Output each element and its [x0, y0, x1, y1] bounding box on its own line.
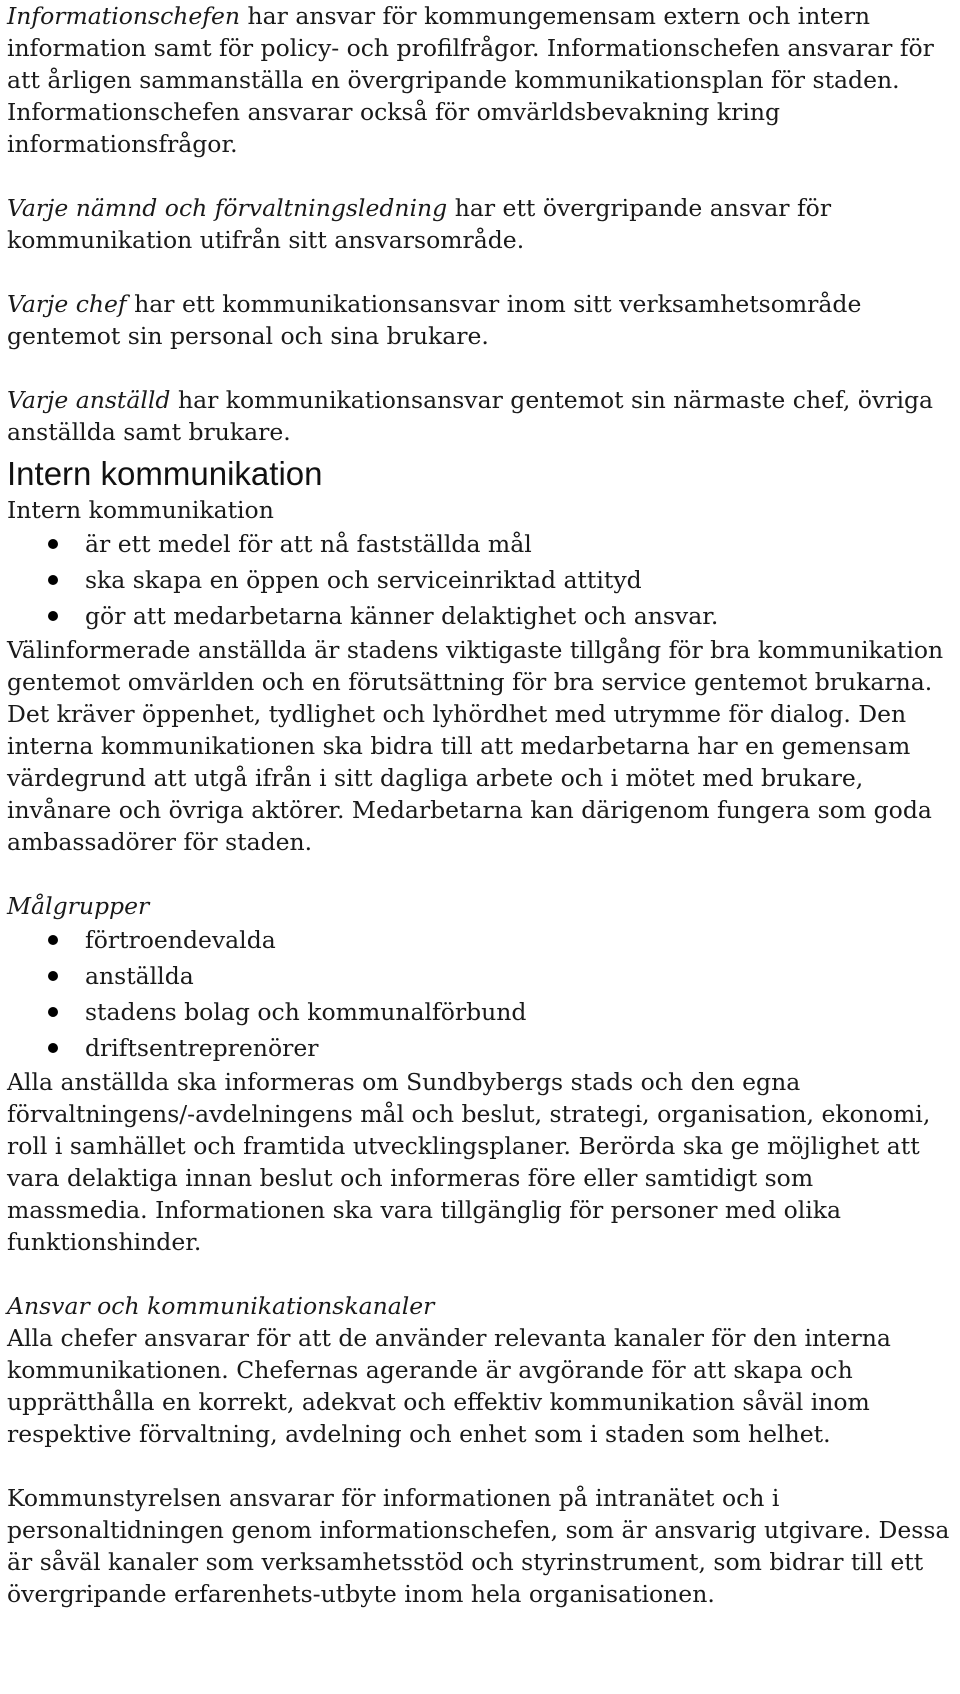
list-item: stadens bolag och kommunalförbund [7, 994, 952, 1030]
role-text: har ett kommunikationsansvar inom sitt verksamhetsområde gentemot sin personal och sina brukare. [7, 290, 862, 350]
list-item: är ett medel för att nå fastställda mål [7, 526, 952, 562]
role-label: Varje chef [7, 290, 127, 318]
bullet-icon [48, 935, 58, 945]
list-item: gör att medarbetarna känner delaktighet och ansvar. [7, 598, 952, 634]
channels-label: Ansvar och kommunikationskanaler [7, 1292, 435, 1320]
list-item: anställda [7, 958, 952, 994]
target-groups-label: Målgrupper [7, 892, 150, 920]
role-paragraph-chef [7, 288, 952, 352]
bullet-icon [48, 539, 58, 549]
bullet-icon [48, 1007, 58, 1017]
section-intro: Intern kommunikation [7, 496, 274, 524]
role-label: Varje anställd [7, 386, 171, 414]
role-paragraph-namnd [7, 192, 952, 256]
paragraph-managers: Alla chefer ansvarar för att de använder relevanta kanaler för den interna kommunikationen. Chefernas agerande är avgörande för att skapa och upprätthålla en korrekt, adekvat och effektiv kommunikation såväl inom respektive förvaltning, avdelning och enhet som i staden som helhet. [7, 1324, 891, 1448]
role-paragraph-informationschefen [7, 0, 952, 160]
paragraph-informed-staff: Välinformerade anställda är stadens viktigaste tillgång för bra kommunikation gentemot omvärlden och en förutsättning för bra service gentemot brukarna. Det kräver öppenhet, tydlighet och lyhördhet med utrymme för dialog. Den interna kommunikationen ska bidra till att medarbetarna har en gemensam värdegrund att utgå ifrån i sitt dagliga arbete och i mötet med brukare, invånare och övriga aktörer. Medarbetarna kan därigenom fungera som goda ambassadörer för staden. [7, 636, 944, 856]
intro-bullet-list [7, 526, 952, 634]
bullet-icon [48, 971, 58, 981]
bullet-icon [48, 611, 58, 621]
paragraph-all-staff: Alla anställda ska informeras om Sundbybergs stads och den egna förvaltningens/-avdelningens mål och beslut, strategi, organisation, ekonomi, roll i samhället och framtida utvecklingsplaner. Berörda ska ge möjlighet att vara delaktiga innan beslut och informeras före eller samtidigt som massmedia. Informationen ska vara tillgänglig för personer med olika funktionshinder. [7, 1068, 931, 1256]
list-item: förtroendevalda [7, 922, 952, 958]
role-paragraph-anstalld [7, 384, 952, 448]
section-heading: Intern kommunikation [7, 455, 323, 492]
bullet-icon [48, 1043, 58, 1053]
role-text: har ansvar för kommungemensam extern och intern information samt för policy- och profilfrågor. Informationschefen ansvarar för att årligen sammanställa en övergripande kommunikationsplan för staden. Informationschefen ansvarar också för omvärldsbevakning kring informationsfrågor. [7, 2, 934, 158]
paragraph-kommunstyrelsen: Kommunstyrelsen ansvarar för informationen på intranätet och i personaltidningen genom informationschefen, som är ansvarig utgivare. Dessa är såväl kanaler som verksamhetsstöd och styrinstrument, som bidrar till ett övergripande erfarenhets-utbyte inom hela organisationen. [7, 1484, 950, 1608]
target-bullet-list [7, 922, 952, 1066]
list-item: driftsentreprenörer [7, 1030, 952, 1066]
role-text: har kommunikationsansvar gentemot sin närmaste chef, övriga anställda samt brukare. [7, 386, 934, 446]
role-label: Informationschefen [7, 2, 241, 30]
role-label: Varje nämnd och förvaltningsledning [7, 194, 448, 222]
bullet-icon [48, 575, 58, 585]
role-text: har ett övergripande ansvar för kommunikation utifrån sitt ansvarsområde. [7, 194, 832, 254]
list-item: ska skapa en öppen och serviceinriktad attityd [7, 562, 952, 598]
